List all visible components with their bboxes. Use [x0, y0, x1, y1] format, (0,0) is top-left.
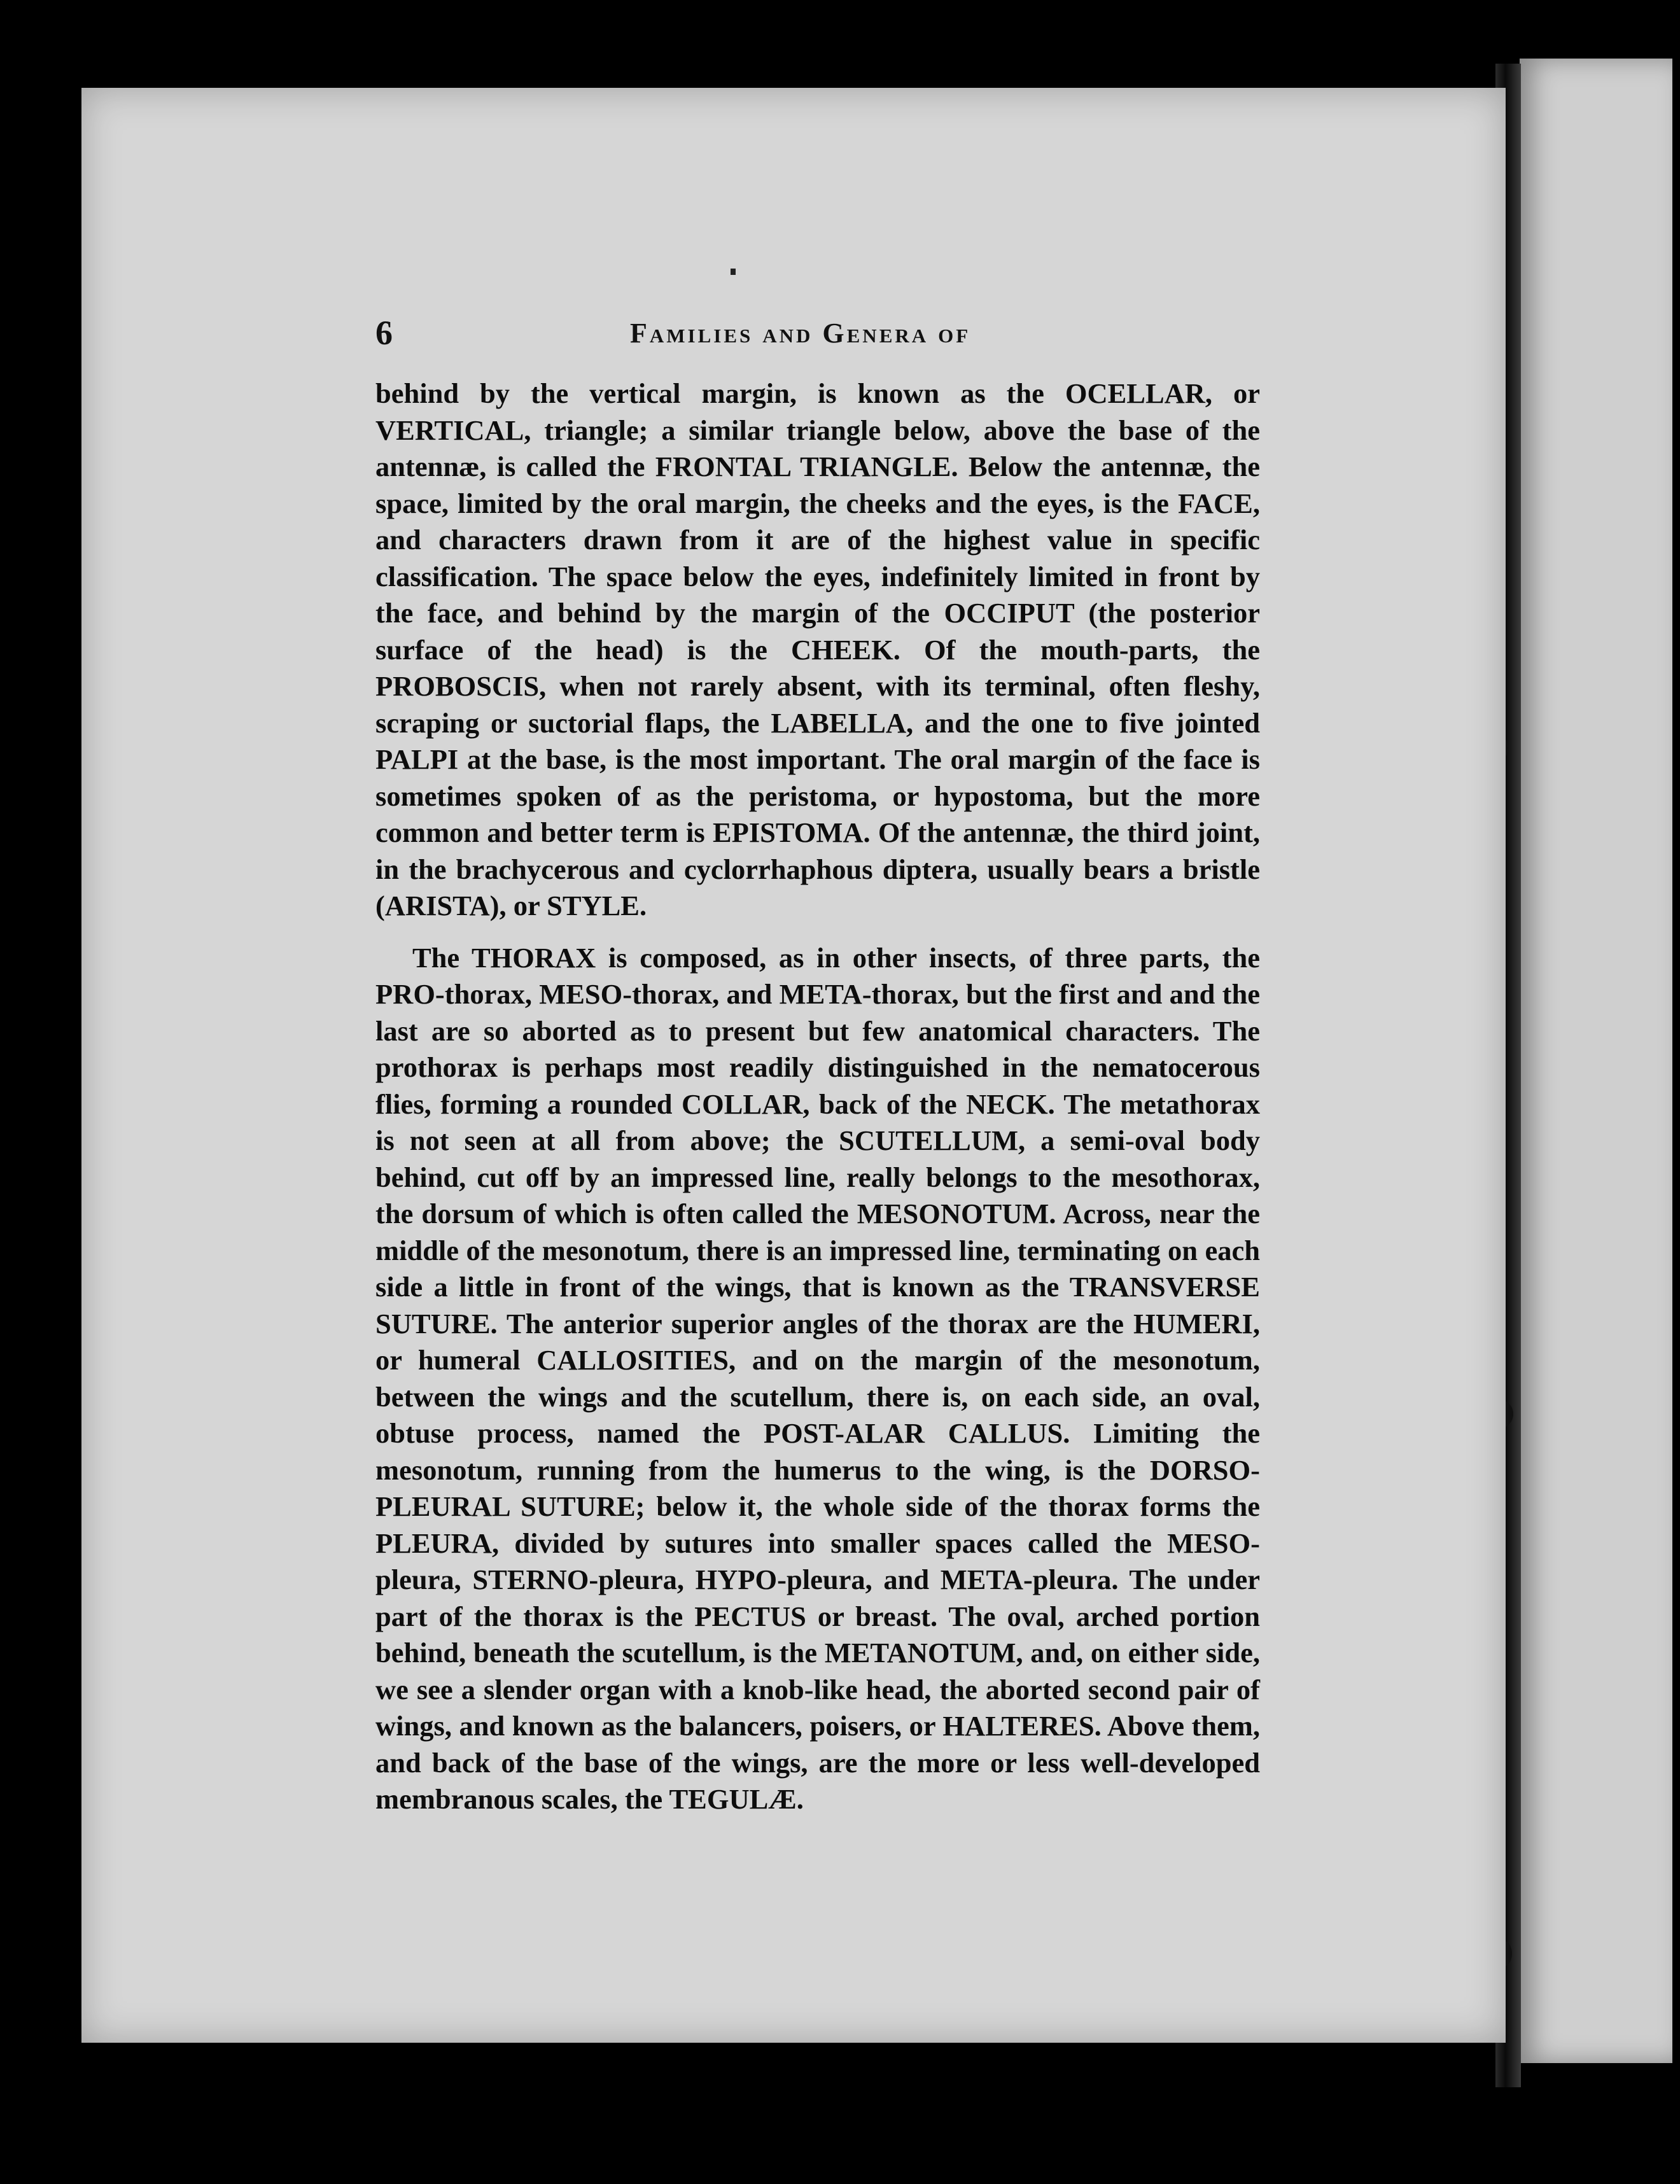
page-header: [375, 313, 1343, 358]
running-head: Families and Genera of: [630, 318, 971, 349]
facing-page: [1520, 59, 1672, 2063]
body-paragraph: The THORAX is composed, as in other insects, of three parts, the PRO-thorax, MESO-thorax, and META-thorax, but the first and and the last are so aborted as to present but few anatomical characters. The prothorax is perhaps most readily distinguished in the nematocerous flies, forming a rounded COLLAR, back of the NECK. The metathorax is not seen at all from above; the SCUTELLUM, a semi-oval body behind, cut off by an impressed line, really belongs to the mesothorax, the dorsum of which is often called the MESONOTUM. Across, near the middle of the mesonotum, there is an impressed line, terminating on each side a little in front of the wings, that is known as the TRANSVERSE SUTURE. The anterior superior angles of the thorax are the HUMERI, or humeral CALLOSITIES, and on the margin of the mesonotum, between the wings and the scutellum, there is, on each side, an oval, obtuse process, named the POST-ALAR CALLUS. Limiting the mesonotum, running from the humerus to the wing, is the DORSO-PLEURAL SUTURE; below it, the whole side of the thorax forms the PLEURA, divided by sutures into smaller spaces called the MESO-pleura, STERNO-pleura, HYPO-pleura, and META-pleura. The under part of the thorax is the PECTUS or breast. The oval, arched portion behind, beneath the scutellum, is the METANOTUM, and, on either side, we see a slender organ with a knob-like head, the aborted second pair of wings, and known as the balancers, poisers, or HALTERES. Above them, and back of the base of the wings, are the more or less well-developed membranous scales, the TEGULÆ.: [375, 941, 1260, 1815]
page-number: 6: [375, 314, 393, 352]
page-body: [375, 375, 1260, 1818]
ink-speck: [731, 269, 736, 275]
body-paragraph: behind by the vertical margin, is known as the OCELLAR, or VERTICAL, triangle; a similar triangle below, above the base of the antennæ, is called the FRONTAL TRIANGLE. Below the antennæ, the space, limited by the oral margin, the cheeks and the eyes, is the FACE, and characters drawn from it are of the highest value in specific classification. The space below the eyes, indefinitely limited in front by the face, and behind by the margin of the OCCIPUT (the posterior surface of the head) is the CHEEK. Of the mouth-parts, the PROBOSCIS, when not rarely absent, with its terminal, often fleshy, scraping or suctorial flaps, the LABELLA, and the one to five jointed PALPI at the base, is the most important. The oral margin of the face is sometimes spoken of as the peristoma, or hypostoma, but the more common and better term is EPISTOMA. Of the antennæ, the third joint, in the brachycerous and cyclorrhaphous diptera, usually bears a bristle (ARISTA), or STYLE.: [375, 377, 1260, 921]
